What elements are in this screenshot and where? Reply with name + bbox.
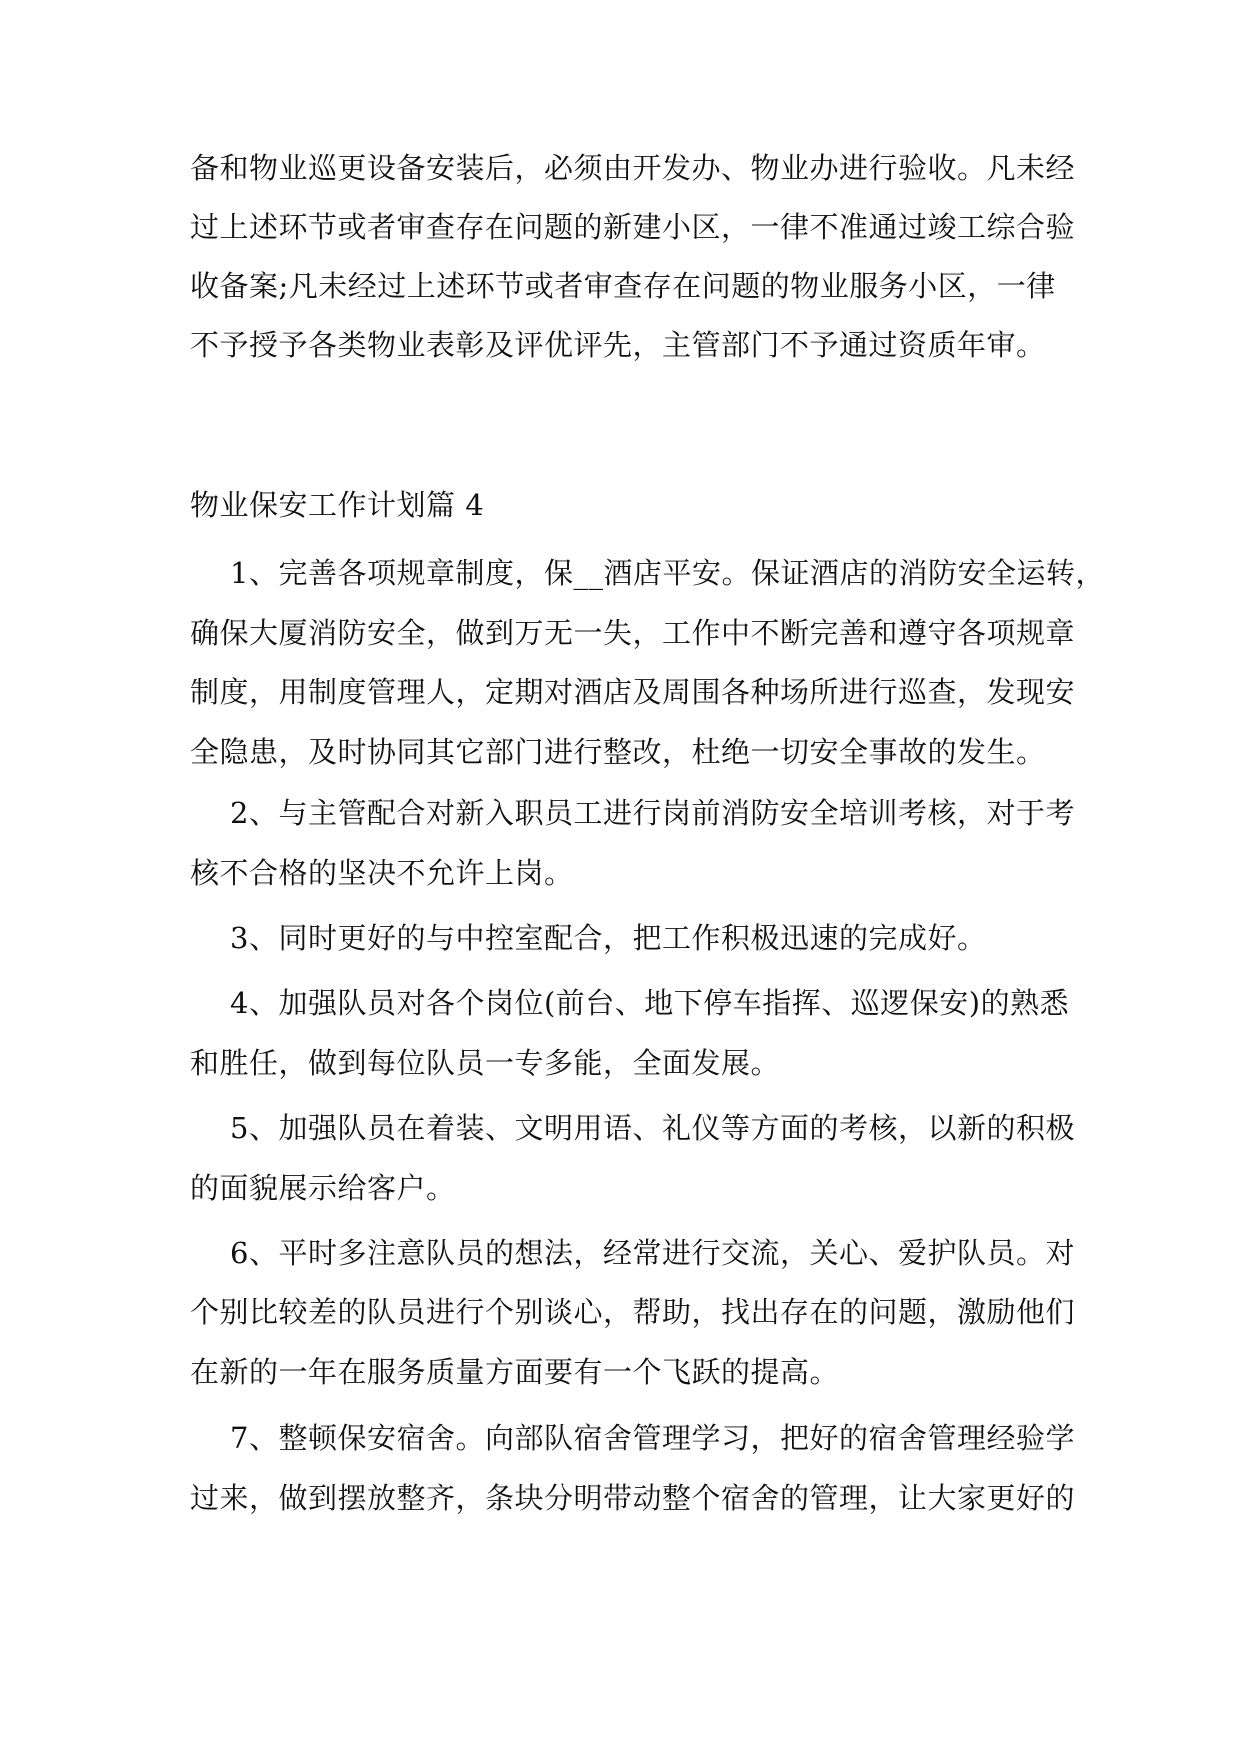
item-5-line-2: 的面貌展示给客户。 xyxy=(190,1171,456,1205)
item-2-line-1: 2、与主管配合对新入职员工进行岗前消防安全培训考核，对于考 xyxy=(230,796,1075,830)
item-4-line-2: 和胜任，做到每位队员一专多能，全面发展。 xyxy=(190,1046,781,1080)
item-1-line-1: 1、完善各项规章制度，保__酒店平安。保证酒店的消防安全运转， xyxy=(230,556,1105,590)
item-1-line-3: 制度，用制度管理人，定期对酒店及周围各种场所进行巡查，发现安 xyxy=(190,675,1076,709)
section-title: 物业保安工作计划篇 4 xyxy=(190,488,485,522)
item-1-line-2: 确保大厦消防安全，做到万无一失，工作中不断完善和遵守各项规章 xyxy=(190,616,1076,650)
item-6-line-1: 6、平时多注意队员的想法，经常进行交流，关心、爱护队员。对 xyxy=(230,1236,1075,1270)
item-5-line-1: 5、加强队员在着装、文明用语、礼仪等方面的考核，以新的积极 xyxy=(230,1111,1075,1145)
item-1-line-4: 全隐患，及时协同其它部门进行整改，杜绝一切安全事故的发生。 xyxy=(190,735,1046,769)
item-2-line-2: 核不合格的坚决不允许上岗。 xyxy=(190,856,574,890)
item-6-line-3: 在新的一年在服务质量方面要有一个飞跃的提高。 xyxy=(190,1355,840,1389)
item-3-line-1: 3、同时更好的与中控室配合，把工作积极迅速的完成好。 xyxy=(230,921,987,955)
intro-line-1: 备和物业巡更设备安装后，必须由开发办、物业办进行验收。凡未经 xyxy=(190,151,1076,185)
intro-line-3: 收备案;凡未经过上述环节或者审查存在问题的物业服务小区，一律 xyxy=(190,269,1056,303)
item-7-line-1: 7、整顿保安宿舍。向部队宿舍管理学习，把好的宿舍管理经验学 xyxy=(230,1421,1075,1455)
item-7-line-2: 过来，做到摆放整齐，条块分明带动整个宿舍的管理，让大家更好的 xyxy=(190,1481,1076,1515)
item-4-line-1: 4、加强队员对各个岗位(前台、地下停车指挥、巡逻保安)的熟悉 xyxy=(230,986,1070,1020)
intro-line-4: 不予授予各类物业表彰及评优评先，主管部门不予通过资质年审。 xyxy=(190,328,1046,362)
intro-line-2: 过上述环节或者审查存在问题的新建小区，一律不准通过竣工综合验 xyxy=(190,210,1076,244)
item-6-line-2: 个别比较差的队员进行个别谈心，帮助，找出存在的问题，激励他们 xyxy=(190,1295,1076,1329)
